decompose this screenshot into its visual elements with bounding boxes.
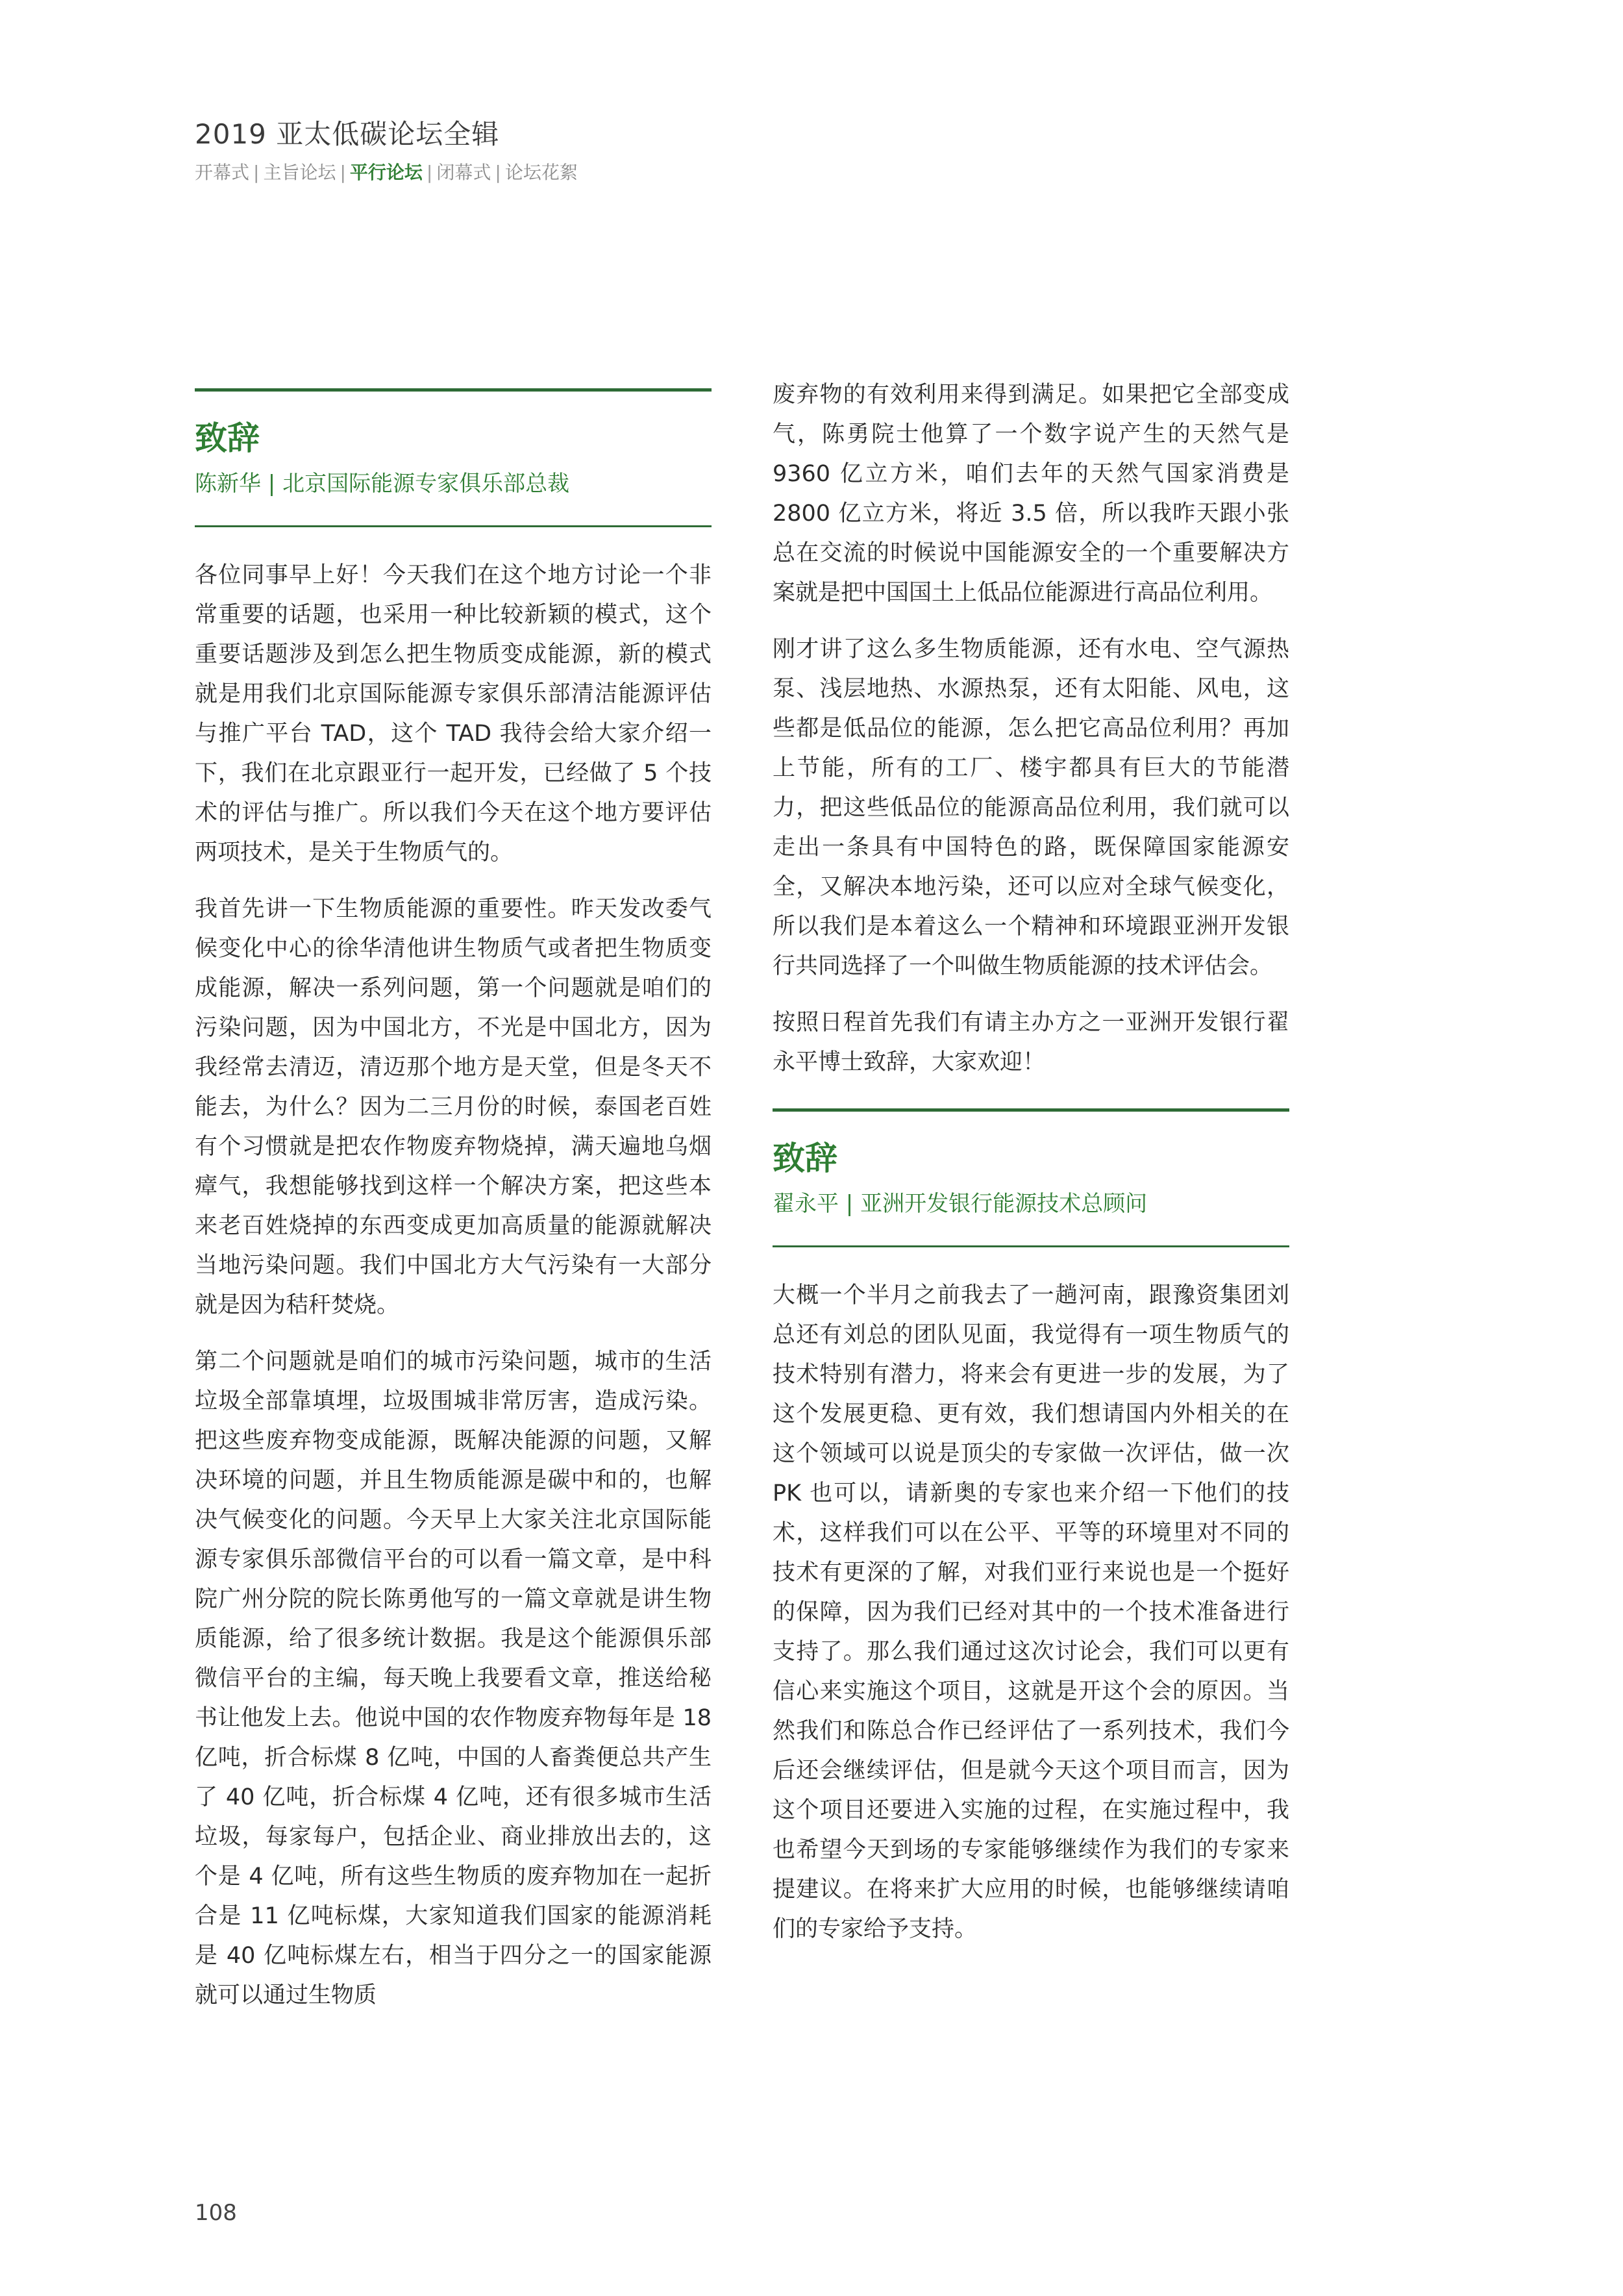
body-paragraph: 我首先讲一下生物质能源的重要性。昨天发改委气候变化中心的徐华清他讲生物质气或者把生物质变成能源，解决一系列问题，第一个问题就是咱们的污染问题，因为中国北方，不光是中国北方，因为我经常去清迈，清迈那个地方是天堂，但是冬天不能去，为什么？因为二三月份的时候，泰国老百姓有个习惯就是把农作物废弃物烧掉，满天遍地乌烟瘴气，我想能够找到这样一个解决方案，把这些本来老百姓烧掉的东西变成更加高质量的能源就解决当地污染问题。我们中国北方大气污染有一大部分就是因为秸秆焚烧。 — [195, 896, 712, 1318]
body-paragraph-continued: 废弃物的有效利用来得到满足。如果把它全部变成气，陈勇院士他算了一个数字说产生的天然气是 9360 亿立方米，咱们去年的天然气国家消费是 2800 亿立方米，将近 3.5 倍，所以我昨天跟小张总在交流的时候说中国能源安全的一个重要解决方案就是把中国国土上低品位能源进行高品位利用。 — [773, 382, 1289, 606]
section-title: 致辞 — [773, 1140, 837, 1177]
publication-title: 2019 亚太低碳论坛全辑 — [195, 118, 500, 150]
breadcrumb-item-keynote[interactable]: 主旨论坛 — [263, 162, 336, 183]
section-top-rule — [195, 388, 712, 392]
left-column — [195, 388, 712, 2015]
section-bottom-rule — [773, 1245, 1289, 1247]
breadcrumb-item-parallel-forum[interactable]: 平行论坛 — [349, 162, 423, 183]
body-paragraph: 刚才讲了这么多生物质能源，还有水电、空气源热泵、浅层地热、水源热泵，还有太阳能、风电，这些都是低品位的能源，怎么把它高品位利用？再加上节能，所有的工厂、楼宇都具有巨大的节能潜力，把这些低品位的能源高品位利用，我们就可以走出一条具有中国特色的路，既保障国家能源安全，又解决本地污染，还可以应对全球气候变化，所以我们是本着这么一个精神和环境跟亚洲开发银行共同选择了一个叫做生物质能源的技术评估会。 — [773, 636, 1289, 979]
breadcrumb-item-highlights[interactable]: 论坛花絮 — [504, 162, 578, 183]
breadcrumb-separator: | — [340, 162, 346, 183]
section-speaker: 陈新华 | 北京国际能源专家俱乐部总裁 — [195, 471, 570, 497]
page-number: 108 — [195, 2200, 237, 2226]
body-paragraph: 按照日程首先我们有请主办方之一亚洲开发银行翟永平博士致辞，大家欢迎！ — [773, 1010, 1289, 1075]
body-paragraph: 大概一个半月之前我去了一趟河南，跟豫资集团刘总还有刘总的团队见面，我觉得有一项生物质气的技术特别有潜力，将来会有更进一步的发展，为了这个发展更稳、更有效，我们想请国内外相关的在这个领域可以说是顶尖的专家做一次评估，做一次 PK 也可以，请新奥的专家也来介绍一下他们的技术，这样我们可以在公平、平等的环境里对不同的技术有更深的了解，对我们亚行来说也是一个挺好的保障，因为我们已经对其中的一个技术准备进行支持了。那么我们通过这次讨论会，我们可以更有信心来实施这个项目，这就是开这个会的原因。当然我们和陈总合作已经评估了一系列技术，我们今后还会继续评估，但是就今天这个项目而言，因为这个项目还要进入实施的过程，在实施过程中，我也希望今天到场的专家能够继续作为我们的专家来提建议。在将来扩大应用的时候，也能够继续请咱们的专家给予支持。 — [773, 1282, 1289, 1942]
section-top-rule — [773, 1108, 1289, 1112]
section-speaker: 翟永平 | 亚洲开发银行能源技术总顾问 — [773, 1191, 1148, 1217]
body-paragraph: 第二个问题就是咱们的城市污染问题，城市的生活垃圾全部靠填埋，垃圾围城非常厉害，造成污染。把这些废弃物变成能源，既解决能源的问题，又解决环境的问题，并且生物质能源是碳中和的，也解决气候变化的问题。今天早上大家关注北京国际能源专家俱乐部微信平台的可以看一篇文章，是中科院广州分院的院长陈勇他写的一篇文章就是讲生物质能源，给了很多统计数据。我是这个能源俱乐部微信平台的主编，每天晚上我要看文章，推送给秘书让他发上去。他说中国的农作物废弃物每年是 18 亿吨，折合标煤 8 亿吨，中国的人畜粪便总共产生了 40 亿吨，折合标煤 4 亿吨，还有很多城市生活垃圾，每家每户，包括企业、商业排放出去的，这个是 4 亿吨，所有这些生物质的废弃物加在一起折合是 11 亿吨标煤，大家知道我们国家的能源消耗是 40 亿吨标煤左右，相当于四分之一的国家能源就可以通过生物质 — [195, 1349, 712, 2008]
breadcrumb — [195, 158, 578, 184]
breadcrumb-item-opening[interactable]: 开幕式 — [195, 162, 250, 183]
breadcrumb-separator: | — [495, 162, 501, 183]
breadcrumb-item-closing[interactable]: 闭幕式 — [436, 162, 491, 183]
breadcrumb-separator: | — [426, 162, 433, 183]
breadcrumb-separator: | — [253, 162, 260, 183]
section-bottom-rule — [195, 525, 712, 527]
right-column — [773, 375, 1289, 1949]
body-paragraph: 各位同事早上好！今天我们在这个地方讨论一个非常重要的话题，也采用一种比较新颖的模式，这个重要话题涉及到怎么把生物质变成能源，新的模式就是用我们北京国际能源专家俱乐部清洁能源评估与推广平台 TAD，这个 TAD 我待会给大家介绍一下，我们在北京跟亚行一起开发，已经做了 5 个技术的评估与推广。所以我们今天在这个地方要评估两项技术，是关于生物质气的。 — [195, 562, 712, 866]
section-title: 致辞 — [195, 419, 260, 457]
